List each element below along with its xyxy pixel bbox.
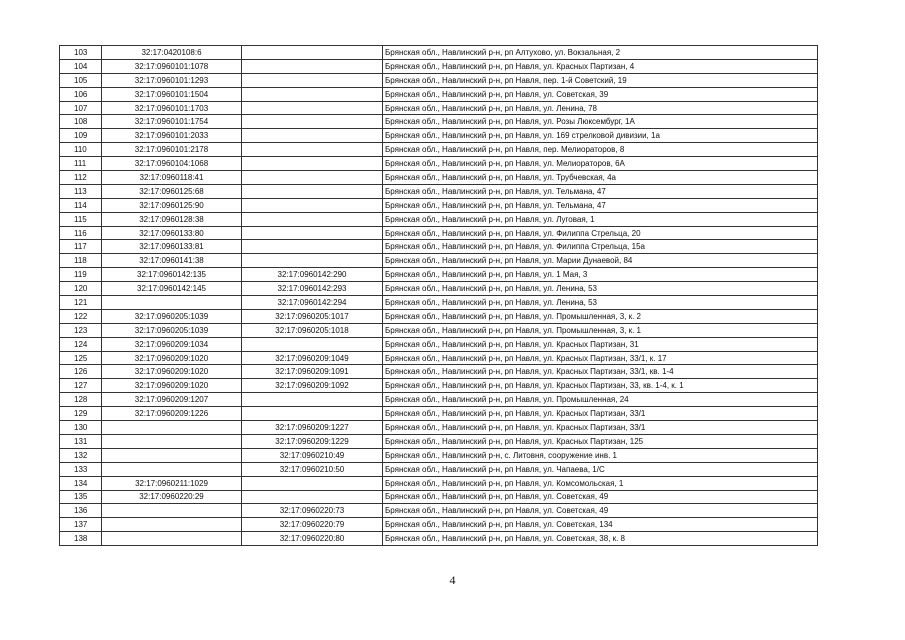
cadastral-number-cell	[102, 296, 242, 310]
property-registry-table	[59, 45, 818, 546]
cadastral-number-cell	[102, 518, 242, 532]
row-number-cell: 104	[60, 59, 102, 73]
table-row	[60, 365, 818, 379]
row-number-cell: 133	[60, 462, 102, 476]
row-number-cell: 125	[60, 351, 102, 365]
cadastral-number-cell: 32:17:0960125:68	[102, 184, 242, 198]
table-row	[60, 212, 818, 226]
row-number-cell: 131	[60, 434, 102, 448]
address-cell: Брянская обл., Навлинский р-н, рп Навля, ул. Красных Партизан, 125	[383, 434, 818, 448]
address-cell: Брянская обл., Навлинский р-н, рп Навля, ул. Советская, 39	[383, 87, 818, 101]
row-number-cell: 116	[60, 226, 102, 240]
row-number-cell: 112	[60, 171, 102, 185]
table-row	[60, 254, 818, 268]
cadastral-number-cell: 32:17:0960209:1226	[102, 407, 242, 421]
cadastral-number-cell: 32:17:0960141:38	[102, 254, 242, 268]
table-row	[60, 504, 818, 518]
cadastral-number-cell: 32:17:0960118:41	[102, 171, 242, 185]
related-cadastral-number-cell	[242, 393, 383, 407]
row-number-cell: 113	[60, 184, 102, 198]
related-cadastral-number-cell	[242, 171, 383, 185]
address-cell: Брянская обл., Навлинский р-н, рп Навля, ул. Красных Партизан, 4	[383, 59, 818, 73]
cadastral-number-cell	[102, 462, 242, 476]
related-cadastral-number-cell	[242, 490, 383, 504]
table-row	[60, 157, 818, 171]
table-row	[60, 282, 818, 296]
related-cadastral-number-cell	[242, 46, 383, 60]
cadastral-number-cell: 32:17:0960101:2178	[102, 143, 242, 157]
cadastral-number-cell: 32:17:0960209:1020	[102, 365, 242, 379]
address-cell: Брянская обл., Навлинский р-н, рп Навля, ул. Советская, 38, к. 8	[383, 532, 818, 546]
table-row	[60, 296, 818, 310]
row-number-cell: 103	[60, 46, 102, 60]
row-number-cell: 120	[60, 282, 102, 296]
related-cadastral-number-cell: 32:17:0960209:1091	[242, 365, 383, 379]
table-row	[60, 434, 818, 448]
address-cell: Брянская обл., Навлинский р-н, рп Алтухово, ул. Вокзальная, 2	[383, 46, 818, 60]
address-cell: Брянская обл., Навлинский р-н, рп Навля, ул. Трубчевская, 4а	[383, 171, 818, 185]
address-cell: Брянская обл., Навлинский р-н, рп Навля, ул. Розы Люксембург, 1А	[383, 115, 818, 129]
row-number-cell: 108	[60, 115, 102, 129]
address-cell: Брянская обл., Навлинский р-н, рп Навля, ул. Красных Партизан, 33/1	[383, 407, 818, 421]
table-row	[60, 198, 818, 212]
row-number-cell: 114	[60, 198, 102, 212]
row-number-cell: 126	[60, 365, 102, 379]
row-number-cell: 106	[60, 87, 102, 101]
address-cell: Брянская обл., Навлинский р-н, рп Навля, пер. 1-й Советский, 19	[383, 73, 818, 87]
related-cadastral-number-cell: 32:17:0960209:1227	[242, 421, 383, 435]
address-cell: Брянская обл., Навлинский р-н, рп Навля, ул. Марии Дунаевой, 84	[383, 254, 818, 268]
registry-table-body	[60, 46, 818, 546]
cadastral-number-cell: 32:17:0960101:1703	[102, 101, 242, 115]
related-cadastral-number-cell	[242, 143, 383, 157]
address-cell: Брянская обл., Навлинский р-н, рп Навля, ул. Красных Партизан, 33/1	[383, 421, 818, 435]
row-number-cell: 132	[60, 448, 102, 462]
cadastral-number-cell: 32:17:0960205:1039	[102, 309, 242, 323]
table-row	[60, 226, 818, 240]
related-cadastral-number-cell: 32:17:0960142:290	[242, 268, 383, 282]
table-row	[60, 184, 818, 198]
address-cell: Брянская обл., Навлинский р-н, рп Навля, ул. Ленина, 53	[383, 282, 818, 296]
cadastral-number-cell: 32:17:0960211:1029	[102, 476, 242, 490]
related-cadastral-number-cell: 32:17:0960209:1229	[242, 434, 383, 448]
related-cadastral-number-cell: 32:17:0960210:49	[242, 448, 383, 462]
row-number-cell: 111	[60, 157, 102, 171]
cadastral-number-cell: 32:17:0960142:145	[102, 282, 242, 296]
related-cadastral-number-cell: 32:17:0960220:80	[242, 532, 383, 546]
cadastral-number-cell	[102, 448, 242, 462]
table-row	[60, 351, 818, 365]
address-cell: Брянская обл., Навлинский р-н, рп Навля, ул. Советская, 49	[383, 504, 818, 518]
table-row	[60, 171, 818, 185]
cadastral-number-cell: 32:17:0960142:135	[102, 268, 242, 282]
related-cadastral-number-cell	[242, 240, 383, 254]
cadastral-number-cell: 32:17:0960209:1207	[102, 393, 242, 407]
table-row	[60, 323, 818, 337]
row-number-cell: 110	[60, 143, 102, 157]
table-row	[60, 240, 818, 254]
cadastral-number-cell: 32:17:0960133:80	[102, 226, 242, 240]
row-number-cell: 122	[60, 309, 102, 323]
table-row	[60, 462, 818, 476]
row-number-cell: 138	[60, 532, 102, 546]
address-cell: Брянская обл., Навлинский р-н, рп Навля, ул. Чапаева, 1/С	[383, 462, 818, 476]
table-row	[60, 421, 818, 435]
related-cadastral-number-cell	[242, 198, 383, 212]
related-cadastral-number-cell: 32:17:0960142:293	[242, 282, 383, 296]
table-row	[60, 337, 818, 351]
cadastral-number-cell	[102, 421, 242, 435]
page-number: 4	[449, 573, 456, 587]
row-number-cell: 128	[60, 393, 102, 407]
row-number-cell: 135	[60, 490, 102, 504]
row-number-cell: 137	[60, 518, 102, 532]
address-cell: Брянская обл., Навлинский р-н, рп Навля, пер. Мелиораторов, 8	[383, 143, 818, 157]
cadastral-number-cell	[102, 434, 242, 448]
cadastral-number-cell: 32:17:0960205:1039	[102, 323, 242, 337]
address-cell: Брянская обл., Навлинский р-н, рп Навля, ул. Красных Партизан, 33/1, к. 17	[383, 351, 818, 365]
cadastral-number-cell: 32:17:0960220:29	[102, 490, 242, 504]
related-cadastral-number-cell	[242, 337, 383, 351]
row-number-cell: 115	[60, 212, 102, 226]
cadastral-number-cell: 32:17:0960101:1078	[102, 59, 242, 73]
row-number-cell: 121	[60, 296, 102, 310]
cadastral-number-cell	[102, 504, 242, 518]
cadastral-number-cell: 32:17:0960101:1504	[102, 87, 242, 101]
table-row	[60, 393, 818, 407]
address-cell: Брянская обл., Навлинский р-н, рп Навля, ул. Тельмана, 47	[383, 184, 818, 198]
cadastral-number-cell	[102, 532, 242, 546]
related-cadastral-number-cell	[242, 59, 383, 73]
table-row	[60, 101, 818, 115]
table-row	[60, 46, 818, 60]
address-cell: Брянская обл., Навлинский р-н, рп Навля, ул. Промышленная, 3, к. 2	[383, 309, 818, 323]
address-cell: Брянская обл., Навлинский р-н, рп Навля, ул. Красных Партизан, 31	[383, 337, 818, 351]
address-cell: Брянская обл., Навлинский р-н, рп Навля, ул. Красных Партизан, 33, кв. 1-4, к. 1	[383, 379, 818, 393]
cadastral-number-cell: 32:17:0960128:38	[102, 212, 242, 226]
related-cadastral-number-cell	[242, 115, 383, 129]
row-number-cell: 130	[60, 421, 102, 435]
related-cadastral-number-cell: 32:17:0960205:1018	[242, 323, 383, 337]
table-row	[60, 532, 818, 546]
row-number-cell: 134	[60, 476, 102, 490]
address-cell: Брянская обл., Навлинский р-н, рп Навля, ул. 169 стрелковой дивизии, 1а	[383, 129, 818, 143]
address-cell: Брянская обл., Навлинский р-н, рп Навля, ул. Ленина, 78	[383, 101, 818, 115]
cadastral-number-cell: 32:17:0420108:6	[102, 46, 242, 60]
row-number-cell: 136	[60, 504, 102, 518]
cadastral-number-cell: 32:17:0960133:81	[102, 240, 242, 254]
table-row	[60, 268, 818, 282]
related-cadastral-number-cell	[242, 407, 383, 421]
related-cadastral-number-cell: 32:17:0960209:1092	[242, 379, 383, 393]
related-cadastral-number-cell	[242, 184, 383, 198]
table-row	[60, 476, 818, 490]
address-cell: Брянская обл., Навлинский р-н, рп Навля, ул. 1 Мая, 3	[383, 268, 818, 282]
table-row	[60, 448, 818, 462]
address-cell: Брянская обл., Навлинский р-н, рп Навля, ул. Комсомольская, 1	[383, 476, 818, 490]
row-number-cell: 127	[60, 379, 102, 393]
related-cadastral-number-cell: 32:17:0960142:294	[242, 296, 383, 310]
address-cell: Брянская обл., Навлинский р-н, рп Навля, ул. Филиппа Стрельца, 20	[383, 226, 818, 240]
row-number-cell: 107	[60, 101, 102, 115]
related-cadastral-number-cell: 32:17:0960220:79	[242, 518, 383, 532]
cadastral-number-cell: 32:17:0960101:1293	[102, 73, 242, 87]
address-cell: Брянская обл., Навлинский р-н, рп Навля, ул. Промышленная, 24	[383, 393, 818, 407]
row-number-cell: 124	[60, 337, 102, 351]
cadastral-number-cell: 32:17:0960101:1754	[102, 115, 242, 129]
row-number-cell: 119	[60, 268, 102, 282]
related-cadastral-number-cell	[242, 226, 383, 240]
related-cadastral-number-cell: 32:17:0960209:1049	[242, 351, 383, 365]
cadastral-number-cell: 32:17:0960101:2033	[102, 129, 242, 143]
related-cadastral-number-cell	[242, 87, 383, 101]
table-row	[60, 518, 818, 532]
address-cell: Брянская обл., Навлинский р-н, рп Навля, ул. Красных Партизан, 33/1, кв. 1-4	[383, 365, 818, 379]
cadastral-number-cell: 32:17:0960125:90	[102, 198, 242, 212]
cadastral-number-cell: 32:17:0960209:1020	[102, 379, 242, 393]
table-row	[60, 129, 818, 143]
address-cell: Брянская обл., Навлинский р-н, рп Навля, ул. Филиппа Стрельца, 15а	[383, 240, 818, 254]
row-number-cell: 117	[60, 240, 102, 254]
address-cell: Брянская обл., Навлинский р-н, рп Навля, ул. Луговая, 1	[383, 212, 818, 226]
related-cadastral-number-cell: 32:17:0960210:50	[242, 462, 383, 476]
row-number-cell: 109	[60, 129, 102, 143]
table-row	[60, 407, 818, 421]
table-row	[60, 59, 818, 73]
address-cell: Брянская обл., Навлинский р-н, рп Навля, ул. Тельмана, 47	[383, 198, 818, 212]
address-cell: Брянская обл., Навлинский р-н, рп Навля, ул. Советская, 49	[383, 490, 818, 504]
address-cell: Брянская обл., Навлинский р-н, рп Навля, ул. Ленина, 53	[383, 296, 818, 310]
row-number-cell: 118	[60, 254, 102, 268]
table-row	[60, 115, 818, 129]
table-row	[60, 309, 818, 323]
address-cell: Брянская обл., Навлинский р-н, рп Навля, ул. Мелиораторов, 6А	[383, 157, 818, 171]
related-cadastral-number-cell	[242, 129, 383, 143]
row-number-cell: 129	[60, 407, 102, 421]
related-cadastral-number-cell	[242, 212, 383, 226]
related-cadastral-number-cell	[242, 254, 383, 268]
address-cell: Брянская обл., Навлинский р-н, с. Литовня, сооружение инв. 1	[383, 448, 818, 462]
related-cadastral-number-cell: 32:17:0960205:1017	[242, 309, 383, 323]
table-row	[60, 379, 818, 393]
table-row	[60, 87, 818, 101]
address-cell: Брянская обл., Навлинский р-н, рп Навля, ул. Промышленная, 3, к. 1	[383, 323, 818, 337]
table-row	[60, 73, 818, 87]
related-cadastral-number-cell	[242, 476, 383, 490]
cadastral-number-cell: 32:17:0960209:1034	[102, 337, 242, 351]
row-number-cell: 105	[60, 73, 102, 87]
related-cadastral-number-cell: 32:17:0960220:73	[242, 504, 383, 518]
address-cell: Брянская обл., Навлинский р-н, рп Навля, ул. Советская, 134	[383, 518, 818, 532]
table-row	[60, 143, 818, 157]
table-row	[60, 490, 818, 504]
cadastral-number-cell: 32:17:0960209:1020	[102, 351, 242, 365]
related-cadastral-number-cell	[242, 157, 383, 171]
row-number-cell: 123	[60, 323, 102, 337]
cadastral-number-cell: 32:17:0960104:1068	[102, 157, 242, 171]
related-cadastral-number-cell	[242, 101, 383, 115]
related-cadastral-number-cell	[242, 73, 383, 87]
